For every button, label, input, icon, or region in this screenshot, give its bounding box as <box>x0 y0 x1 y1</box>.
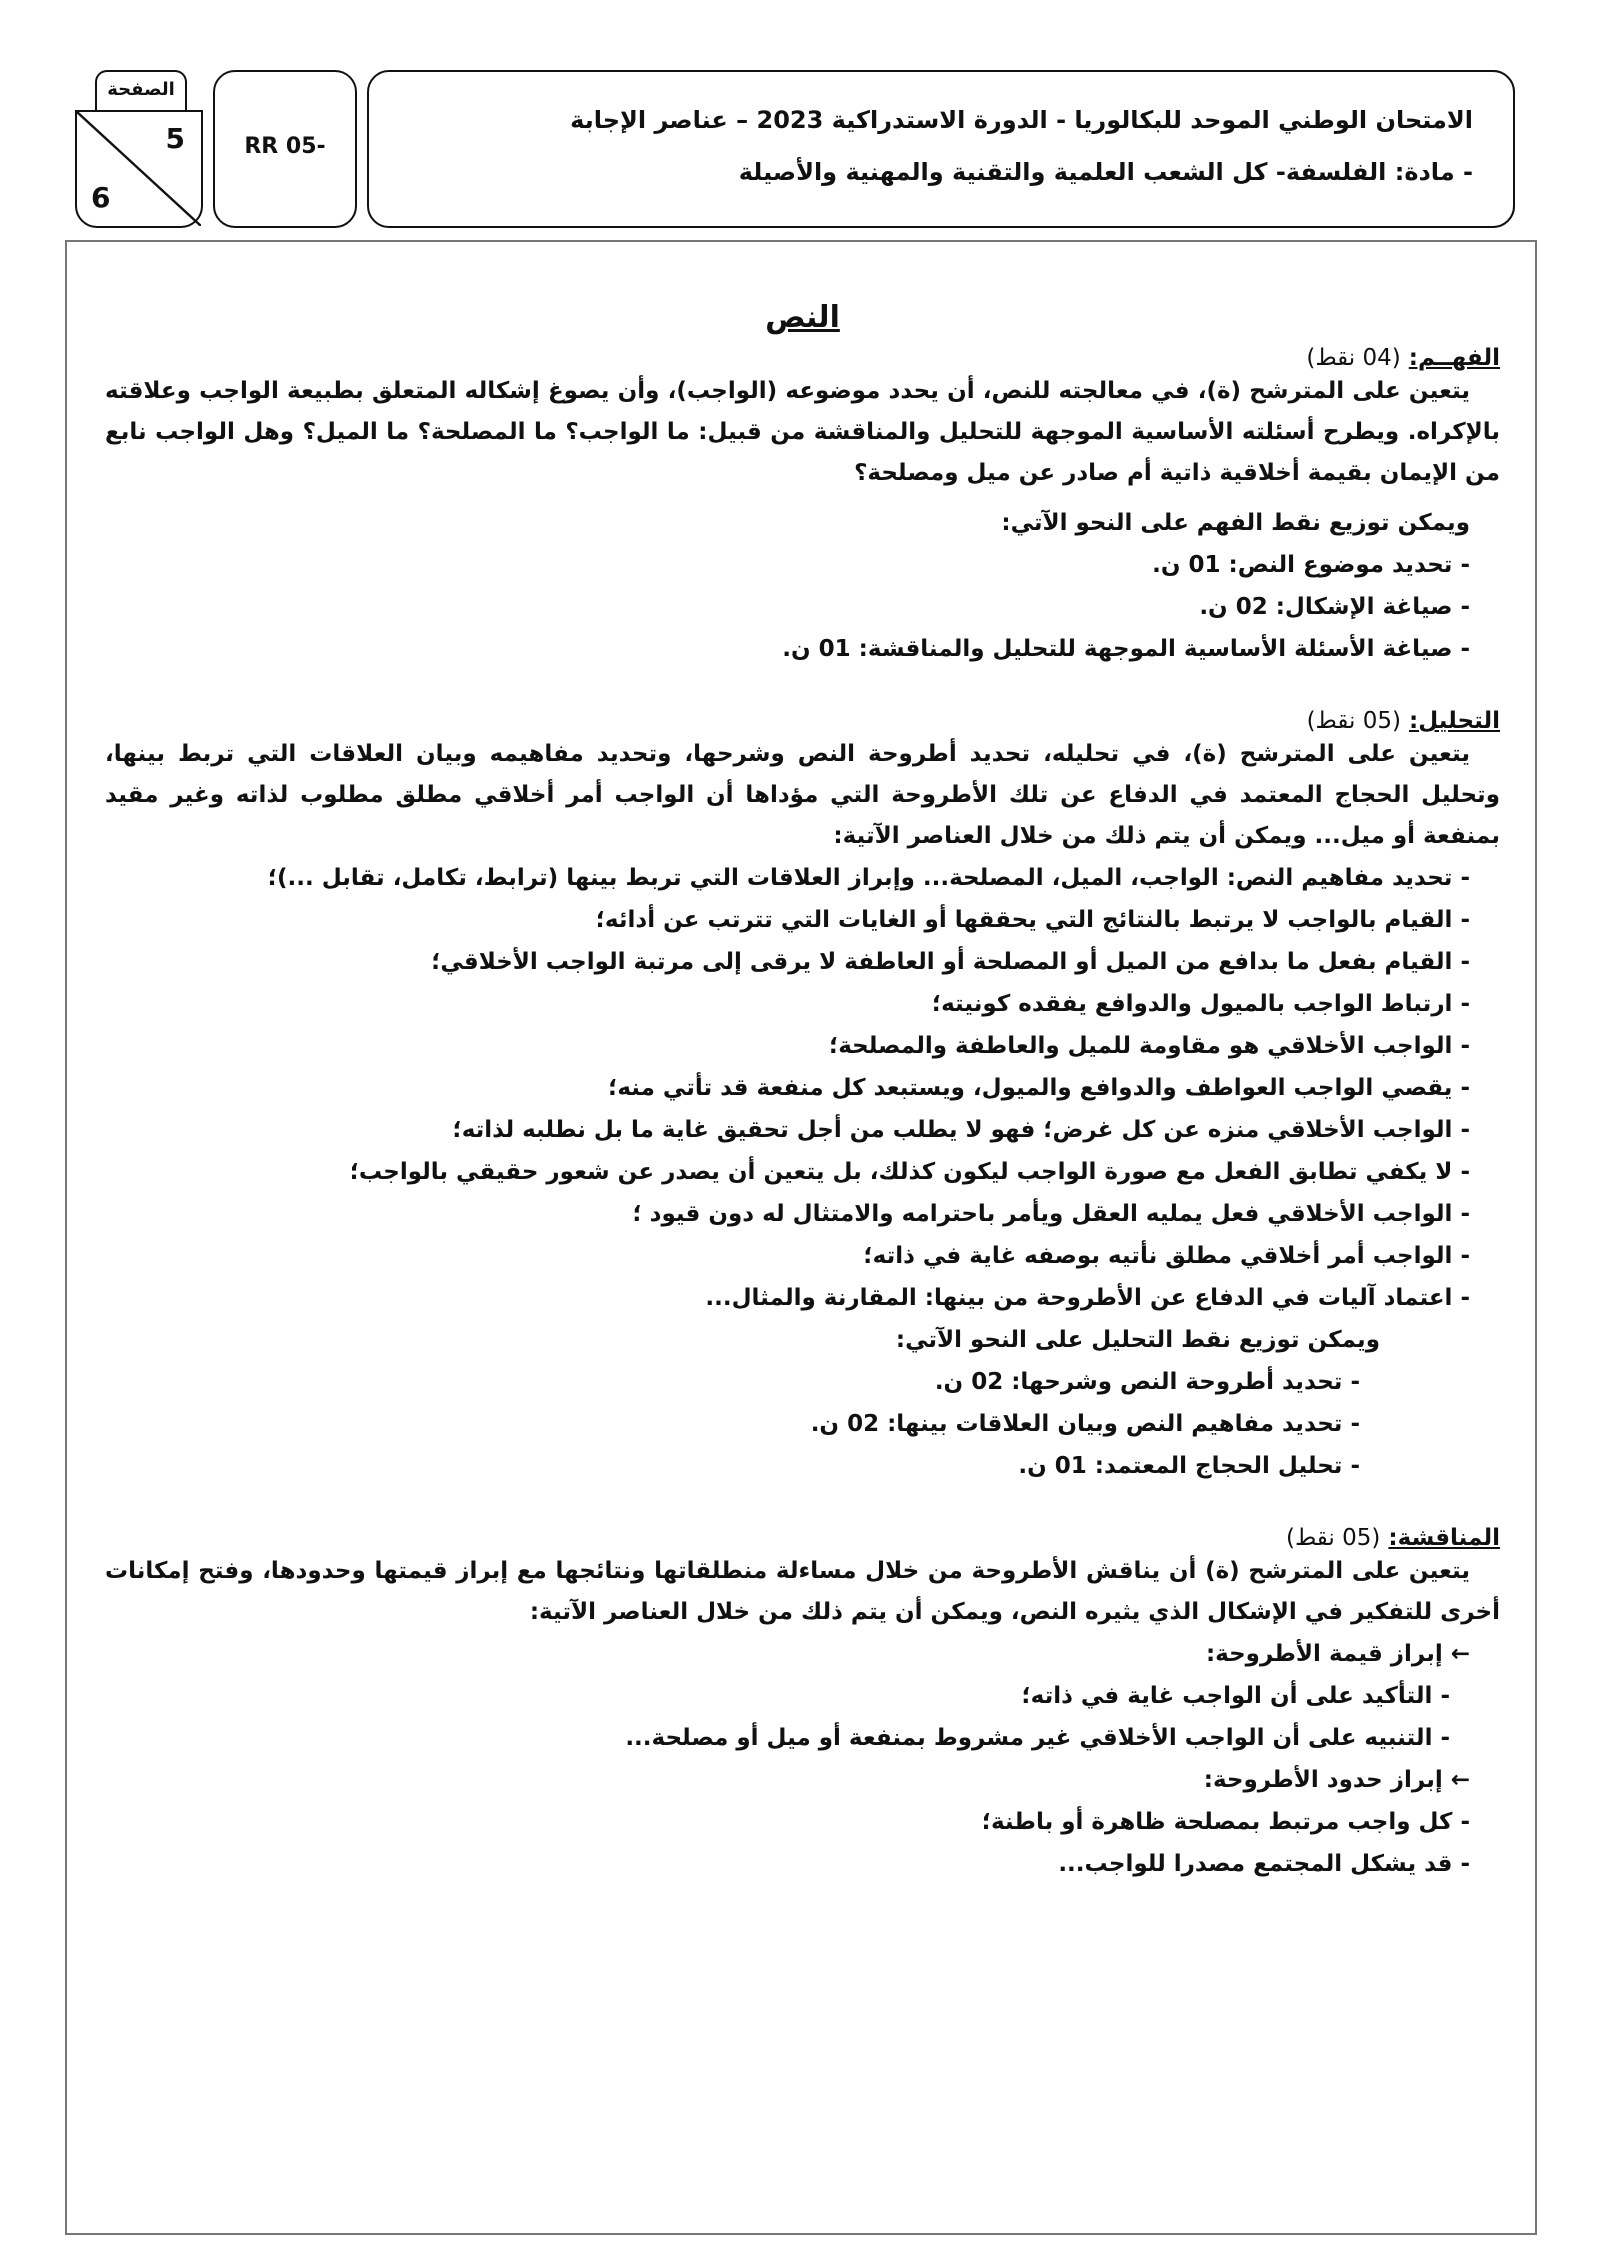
document-content <box>105 300 1500 1885</box>
analysis-points: (05 نقط) <box>1306 708 1401 734</box>
list-item: - القيام بفعل ما بدافع من الميل أو المصلحة أو العاطفة لا يرقى إلى مرتبة الواجب الأخلاقي؛ <box>431 949 1470 975</box>
list-item: - الواجب الأخلاقي منزه عن كل غرض؛ فهو لا يطلب من أجل تحقيق غاية ما بل نطلبه لذاته؛ <box>452 1117 1470 1143</box>
comprehension-paragraph: يتعين على المترشح (ة)، في معالجته للنص، أن يحدد موضوعه (الواجب)، وأن يصوغ إشكاله المتعلق بطبيعة الواجب وعلاقته بالإكراه. ويطرح أسئلته الأساسية الموجهة للتحليل والمناقشة من قبيل: ما الواجب؟ ما المصلحة؟ ما الميل؟ وهل الواجب نابع من الإيمان بقيمة أخلاقية ذاتية أم صادر عن ميل ومصلحة؟ <box>105 378 1500 486</box>
list-item: - القيام بالواجب لا يرتبط بالنتائج التي يحققها أو الغايات التي تترتب عن أدائه؛ <box>595 907 1470 933</box>
discussion-heading <box>105 1525 1500 1551</box>
list-item: - تحديد موضوع النص: 01 ن. <box>1152 552 1470 578</box>
thesis-limits-heading: ← إبراز حدود الأطروحة: <box>1203 1767 1470 1793</box>
comprehension-distribution-intro: ويمكن توزيع نقط الفهم على النحو الآتي: <box>1001 510 1470 536</box>
analysis-title: التحليل: <box>1409 708 1500 734</box>
discussion-points: (05 نقط) <box>1285 1525 1381 1551</box>
list-item: - التنبيه على أن الواجب الأخلاقي غير مشروط بمنفعة أو ميل أو مصلحة... <box>625 1725 1450 1751</box>
comprehension-distribution-list <box>105 544 1500 670</box>
page-total: 6 <box>91 181 111 214</box>
list-item: - اعتماد آليات في الدفاع عن الأطروحة من بينها: المقارنة والمثال... <box>705 1285 1470 1311</box>
list-item: - تحديد مفاهيم النص: الواجب، الميل، المصلحة... وإبراز العلاقات التي تربط بينها (ترابط، تكامل، تقابل ...)؛ <box>267 865 1470 891</box>
list-item: - ارتباط الواجب بالميول والدوافع يفقده كونيته؛ <box>931 991 1470 1017</box>
list-item: - التأكيد على أن الواجب غاية في ذاته؛ <box>1021 1683 1450 1709</box>
exam-title: الامتحان الوطني الموحد للبكالوريا - الدورة الاستدراكية 2023 – عناصر الإجابة <box>570 106 1473 134</box>
list-item: - كل واجب مرتبط بمصلحة ظاهرة أو باطنة؛ <box>981 1809 1470 1835</box>
list-item: - الواجب أمر أخلاقي مطلق نأتيه بوصفه غاية في ذاته؛ <box>863 1243 1470 1269</box>
list-item: - لا يكفي تطابق الفعل مع صورة الواجب ليكون كذلك، بل يتعين أن يصدر عن شعور حقيقي بالواجب؛ <box>349 1159 1470 1185</box>
thesis-limits-list <box>105 1801 1500 1885</box>
analysis-distribution-list <box>105 1361 1500 1487</box>
analysis-elements-list <box>105 857 1500 1319</box>
list-item: - صياغة الإشكال: 02 ن. <box>1199 594 1470 620</box>
list-item: - تحديد أطروحة النص وشرحها: 02 ن. <box>934 1369 1360 1395</box>
exam-header <box>367 70 1515 228</box>
page-number: 5 <box>165 122 185 155</box>
discussion-paragraph: يتعين على المترشح (ة) أن يناقش الأطروحة من خلال مساءلة منطلقاتها ونتائجها مع إبراز قيمتها وحدودها، وفتح إمكانات أخرى للتفكير في الإشكال الذي يثيره النص، ويمكن أن يتم ذلك من خلال العناصر الآتية: <box>105 1558 1500 1625</box>
document-title: النص <box>765 300 840 335</box>
list-item: - يقصي الواجب العواطف والدوافع والميول، ويستبعد كل منفعة قد تأتي منه؛ <box>608 1075 1470 1101</box>
list-item: - تحليل الحجاج المعتمد: 01 ن. <box>1018 1453 1360 1479</box>
analysis-heading <box>105 708 1500 734</box>
thesis-value-list <box>105 1675 1500 1759</box>
list-item: - قد يشكل المجتمع مصدرا للواجب... <box>1058 1851 1470 1877</box>
comprehension-points: (04 نقط) <box>1306 345 1401 371</box>
list-item: - صياغة الأسئلة الأساسية الموجهة للتحليل والمناقشة: 01 ن. <box>782 636 1470 662</box>
comprehension-title: الفهــم: <box>1408 345 1500 371</box>
analysis-distribution-intro: ويمكن توزيع نقط التحليل على النحو الآتي: <box>895 1327 1380 1353</box>
list-item: - الواجب الأخلاقي هو مقاومة للميل والعاطفة والمصلحة؛ <box>829 1033 1470 1059</box>
list-item: - تحديد مفاهيم النص وبيان العلاقات بينها: 02 ن. <box>810 1411 1360 1437</box>
list-item: - الواجب الأخلاقي فعل يمليه العقل ويأمر باحترامه والامتثال له دون قيود ؛ <box>632 1201 1470 1227</box>
page-label: الصفحة <box>95 70 187 110</box>
discussion-title: المناقشة: <box>1388 1525 1500 1551</box>
comprehension-heading <box>105 345 1500 371</box>
exam-code-box <box>213 70 357 228</box>
exam-subject: - مادة: الفلسفة- كل الشعب العلمية والتقنية والمهنية والأصيلة <box>738 158 1473 186</box>
analysis-paragraph: يتعين على المترشح (ة)، في تحليله، تحديد أطروحة النص وشرحها، وتحديد مفاهيمه وبيان العلاقات التي تربط بينها، وتحليل الحجاج المعتمد في الدفاع عن تلك الأطروحة التي مؤداها أن الواجب أمر أخلاقي مطلق مطلوب لذاته وغير مقيد بمنفعة أو ميل... ويمكن أن يتم ذلك من خلال العناصر الآتية: <box>105 741 1500 849</box>
exam-code: RR 05- <box>244 134 326 159</box>
thesis-value-heading: ← إبراز قيمة الأطروحة: <box>1205 1641 1470 1667</box>
page-indicator <box>75 110 203 228</box>
